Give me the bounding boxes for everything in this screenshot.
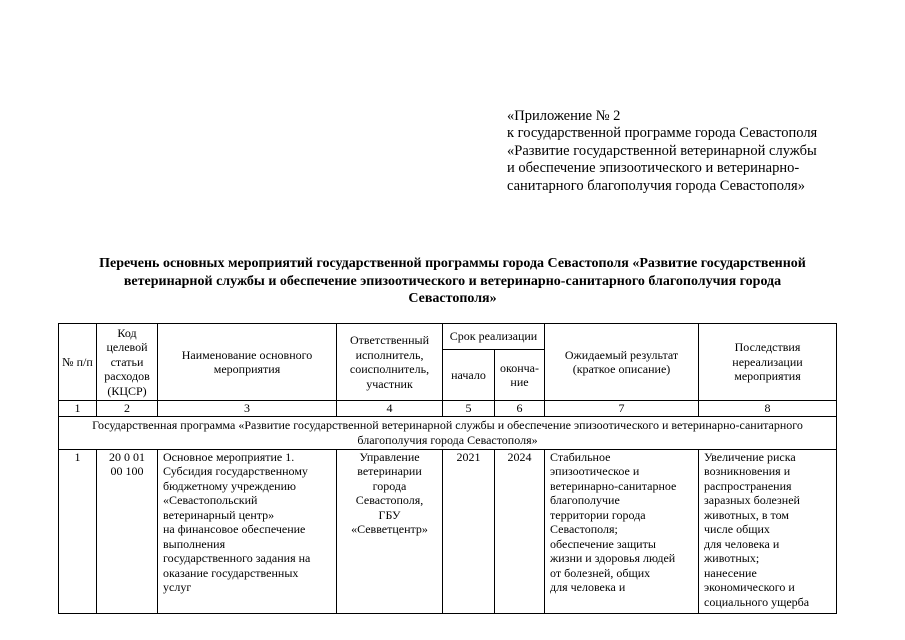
text-line: жизни и здоровья людей (550, 551, 676, 565)
table-row (59, 449, 837, 613)
text-line: оказание государственных (163, 565, 299, 580)
text-line: «Севветцентр» (351, 522, 428, 536)
text-line: ветеринарии (357, 464, 422, 478)
column-number: 1 (59, 401, 97, 417)
activities-table (58, 323, 837, 614)
column-number: 7 (545, 401, 699, 417)
text-line: Субсидия государственному (163, 464, 308, 478)
column-number: 6 (495, 401, 545, 417)
text-line: Стабильное (550, 449, 611, 464)
document-title (40, 255, 865, 308)
text-line: обеспечение защиты (550, 536, 656, 551)
row-end: 2024 (495, 449, 545, 613)
text-line: (КЦСР) (107, 383, 147, 398)
text-line: и обеспечение эпизоотического и ветеринарно- (507, 160, 800, 177)
header-consequences (699, 324, 837, 401)
text-line: распространения (704, 478, 792, 493)
column-number: 3 (158, 401, 337, 417)
text-line: Наименование основного (181, 347, 313, 362)
program-title-cell (59, 416, 837, 449)
text-line: возникновения и (704, 464, 791, 478)
text-line: эпизоотическое и (550, 464, 640, 478)
text-line: ветеринарной службы и обеспечение эпизоотического и ветеринарно-санитарного благополучия города (123, 273, 782, 289)
column-number: 2 (97, 401, 158, 417)
row-result (545, 449, 699, 613)
header-period: Срок реализации (443, 324, 545, 350)
text-line: соисполнитель, (349, 362, 430, 376)
text-line: Управление (359, 449, 420, 464)
text-line: для человека и (550, 580, 626, 594)
text-line: услуг (163, 580, 192, 594)
header-name (158, 324, 337, 401)
text-line: на финансовое обеспечение (163, 522, 306, 536)
column-number: 8 (699, 401, 837, 417)
text-line: ГБУ (378, 507, 401, 522)
text-line: Севастополя; (550, 522, 618, 536)
text-line: благополучие (550, 493, 620, 507)
text-line: к государственной программе города Севастополя (507, 125, 818, 142)
text-line: экономического и (704, 580, 795, 594)
header-start: начало (443, 350, 495, 401)
text-line: Увеличение риска (704, 449, 796, 464)
program-row (59, 416, 837, 449)
row-start: 2021 (443, 449, 495, 613)
text-line: ветеринарный центр» (163, 507, 275, 522)
text-line: числе общих (704, 522, 770, 536)
text-line: ние (510, 375, 529, 389)
text-line: животных; (704, 551, 760, 565)
text-line: «Приложение № 2 (507, 108, 621, 124)
text-line: города (372, 478, 407, 493)
text-line: Севастополя» (408, 291, 497, 306)
text-line: животных, в том (704, 507, 789, 522)
text-line: для человека и (704, 536, 780, 551)
text-line: благополучия города Севастополя» (357, 432, 538, 447)
text-line: Код (117, 325, 137, 340)
row-num: 1 (59, 449, 97, 613)
column-numbers-row (59, 401, 837, 417)
text-line: 00 100 (110, 464, 144, 478)
text-line: Основное мероприятие 1. (163, 449, 295, 464)
text-line: от болезней, общих (550, 565, 651, 580)
text-line: (краткое описание) (572, 362, 671, 376)
row-consequences (699, 449, 837, 613)
text-line: Перечень основных мероприятий государственной программы города Севастополя «Развитие государственной (99, 256, 806, 271)
text-line: оконча- (500, 360, 539, 375)
annex-reference (507, 108, 887, 195)
text-line: Последствия (734, 340, 801, 355)
text-line: выполнения (163, 536, 226, 551)
column-number: 4 (337, 401, 443, 417)
text-line: участник (366, 376, 413, 391)
header-responsible (337, 324, 443, 401)
header-code (97, 324, 158, 401)
text-line: Ожидаемый результат (564, 347, 679, 362)
text-line: статьи (110, 354, 144, 369)
text-line: бюджетному учреждению (163, 478, 296, 493)
header-result (545, 324, 699, 401)
text-line: территории города (550, 507, 646, 522)
text-line: санитарного благополучия города Севастополя» (507, 177, 805, 194)
header-num: № п/п (59, 324, 97, 401)
row-code (97, 449, 158, 613)
text-line: «Севастопольский (163, 493, 258, 507)
column-number: 5 (443, 401, 495, 417)
header-end (495, 350, 545, 401)
text-line: ветеринарно-санитарное (550, 478, 677, 493)
text-line: исполнитель, (355, 347, 424, 362)
text-line: мероприятия (213, 362, 281, 376)
text-line: нереализации (732, 354, 803, 369)
text-line: «Развитие государственной ветеринарной службы (507, 142, 817, 159)
text-line: 20 0 01 (109, 449, 145, 464)
text-line: Севастополя, (355, 493, 424, 507)
text-line: заразных болезней (704, 493, 800, 507)
text-line: целевой (106, 340, 148, 355)
row-responsible (337, 449, 443, 613)
text-line: государственного задания на (163, 551, 311, 565)
text-line: Государственная программа «Развитие государственной ветеринарной службы и обеспечение эпизоотического и ветеринарно-санитарного (92, 418, 803, 432)
header-row-top (59, 324, 837, 350)
text-line: нанесение (704, 565, 757, 580)
row-name (158, 449, 337, 613)
text-line: мероприятия (734, 369, 801, 384)
text-line: расходов (104, 369, 150, 384)
text-line: социального ущерба (704, 594, 810, 609)
text-line: Ответственный (349, 333, 430, 347)
